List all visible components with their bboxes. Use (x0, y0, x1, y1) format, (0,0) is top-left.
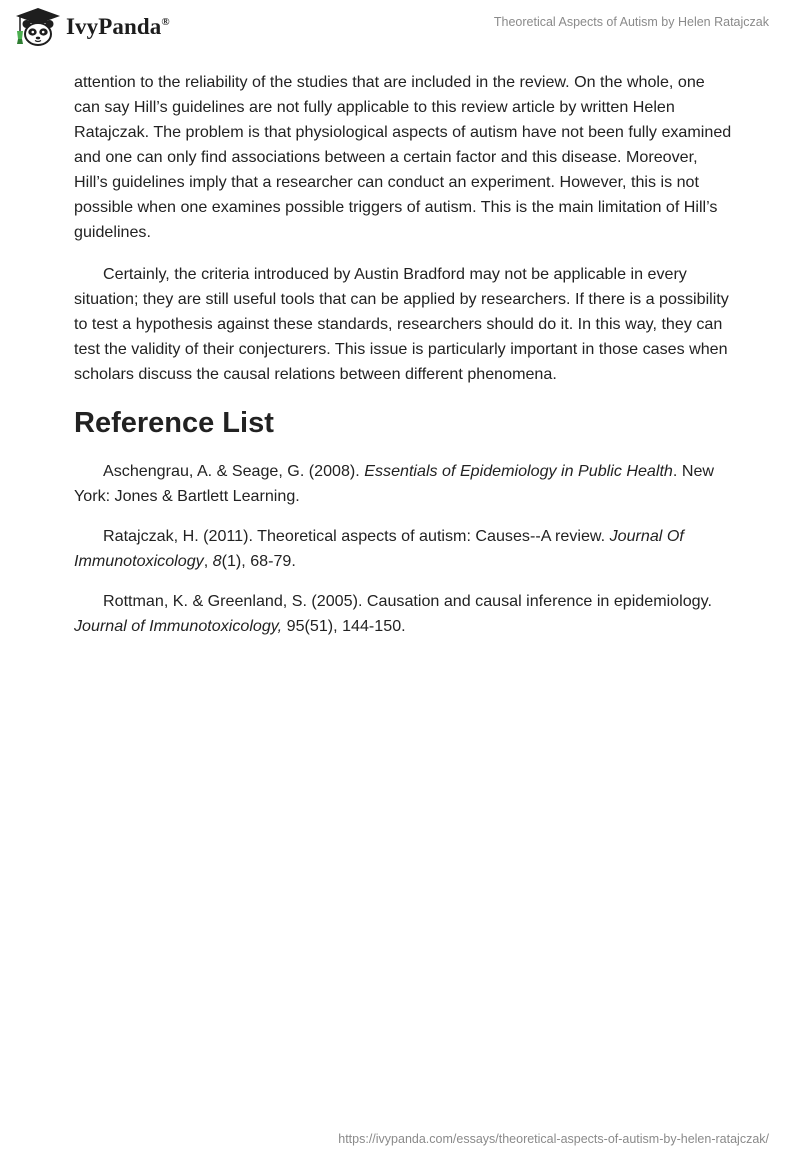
reference-item: Aschengrau, A. & Seage, G. (2008). Essentials of Epidemiology in Public Health. New York: Jones & Bartlett Learning. (74, 462, 715, 505)
brand-name: IvyPanda® (66, 14, 170, 39)
paragraph-conclusion: Certainly, the criteria introduced by Austin Bradford may not be applicable in every situation; they are still useful tools that can be applied by researchers. If there is a possibility to test a hypothesis against these standards, researchers should do it. In this way, they can test the validity of their conjecturers. This issue is particularly important in those cases when scholars discuss the causal relations between different phenomena. (74, 265, 729, 383)
document-title: Theoretical Aspects of Autism by Helen Ratajczak (493, 15, 769, 29)
source-url[interactable]: https://ivypanda.com/essays/theoretical-aspects-of-autism-by-helen-ratajczak/ (338, 1132, 769, 1146)
reference-list (74, 459, 734, 639)
document-body (74, 70, 734, 654)
panda-graduation-cap-icon (14, 7, 62, 47)
reference-item: Rottman, K. & Greenland, S. (2005). Causation and causal inference in epidemiology. Journal of Immunotoxicology, 95(51), 144-150. (74, 592, 712, 635)
reference-list-heading: Reference List (74, 407, 274, 439)
paragraph-continued: attention to the reliability of the studies that are included in the review. On the whole, one can say Hill’s guidelines are not fully applicable to this review article by written Helen Ratajczak. The problem is that physiological aspects of autism have not been fully examined and one can only find associations between a certain factor and this disease. Moreover, Hill’s guidelines imply that a researcher can conduct an experiment. However, this is not possible when one examines possible triggers of autism. This is the main limitation of Hill’s guidelines. (74, 73, 732, 241)
reference-item: Ratajczak, H. (2011). Theoretical aspects of autism: Causes--A review. Journal Of Immunotoxicology, 8(1), 68-79. (74, 527, 684, 570)
logo[interactable] (14, 7, 170, 47)
